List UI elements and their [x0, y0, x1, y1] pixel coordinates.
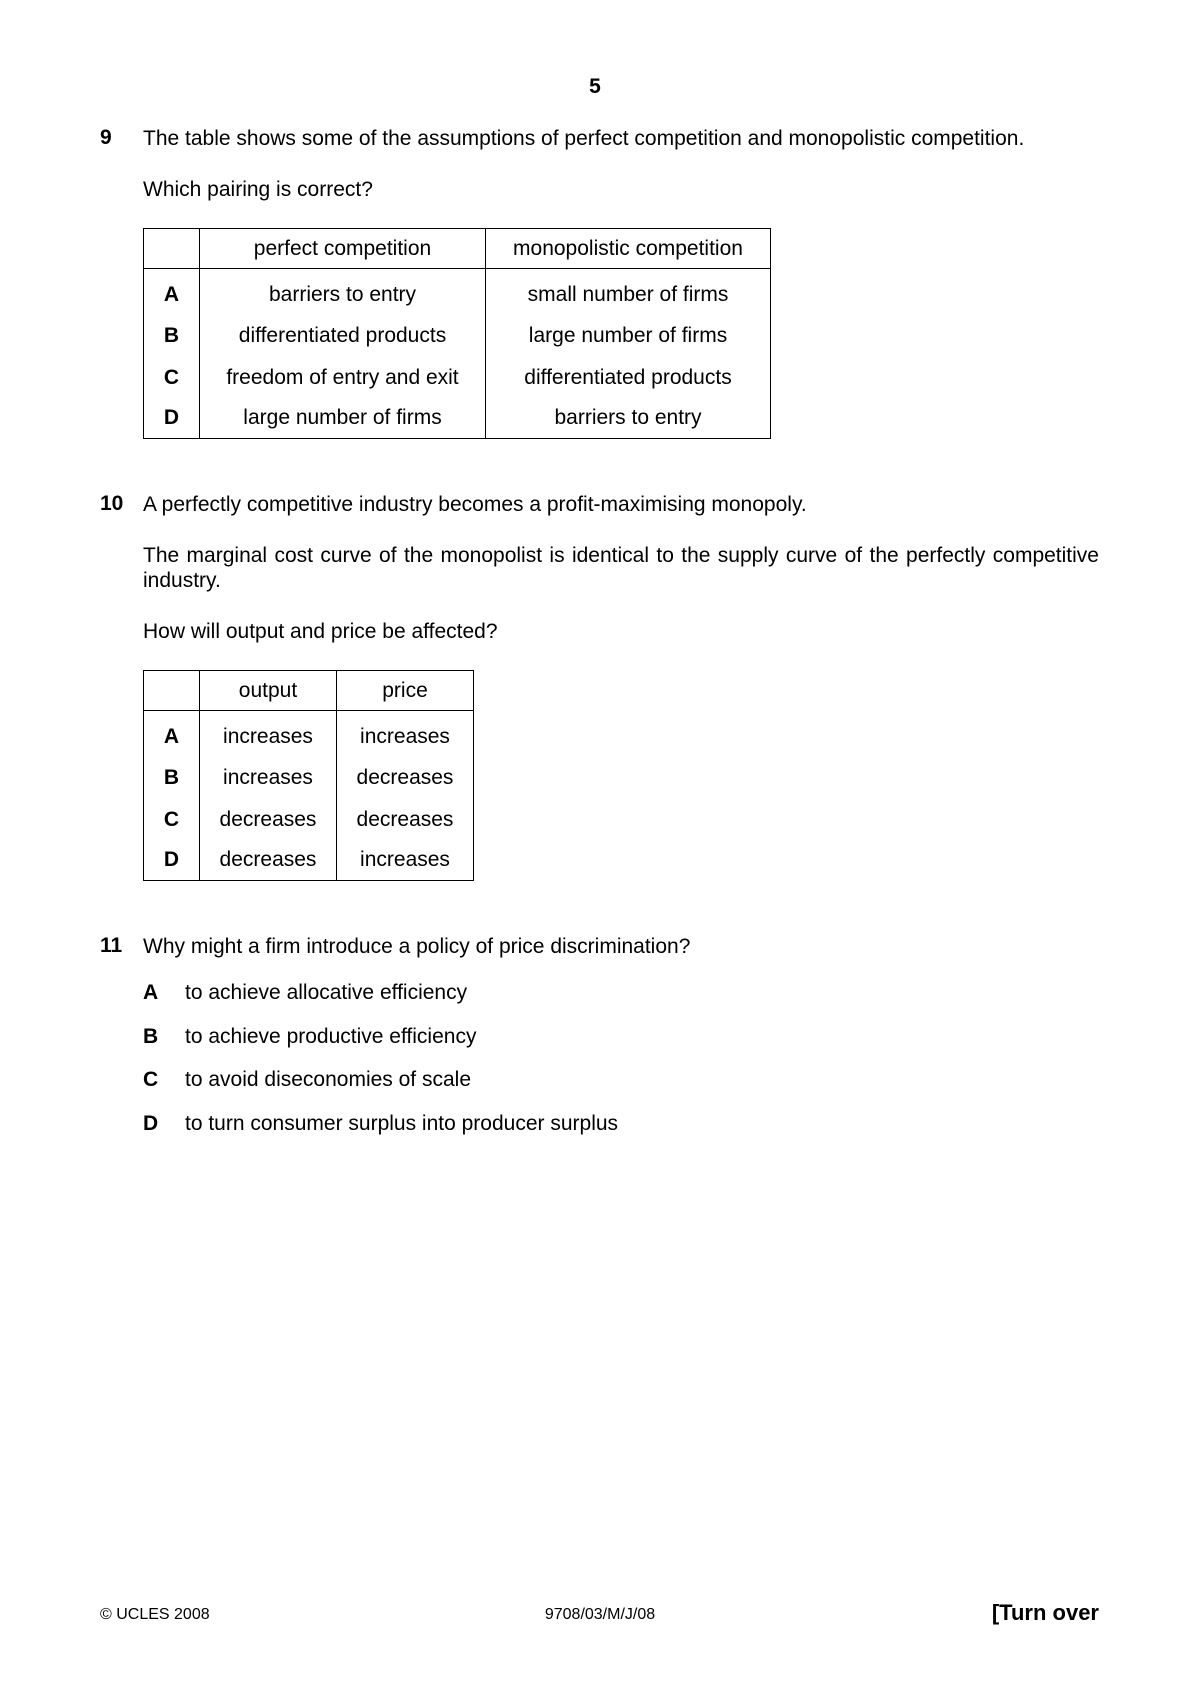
option-letter: A: [143, 981, 159, 1004]
question-10-number: 10: [100, 492, 124, 515]
option-letter: B: [144, 757, 200, 799]
question-10-table: [143, 670, 474, 881]
footer-paper-code: 9708/03/M/J/08: [544, 1606, 656, 1623]
table-cell: decreases: [337, 799, 474, 841]
question-11-stem: Why might a firm introduce a policy of price discrimination?: [143, 935, 691, 958]
table-cell: decreases: [200, 841, 337, 881]
question-9-table: [143, 228, 771, 439]
table-cell: differentiated products: [200, 315, 486, 357]
table-cell: increases: [200, 711, 337, 757]
option-letter: D: [144, 399, 200, 439]
footer-turn-over: [Turn over: [991, 1600, 1099, 1625]
table-header: perfect competition: [200, 229, 486, 269]
option-text: to avoid diseconomies of scale: [185, 1068, 471, 1091]
table-row: [144, 269, 771, 315]
table-cell: increases: [337, 841, 474, 881]
table-header-blank: [144, 671, 200, 711]
table-cell: large number of firms: [486, 315, 771, 357]
option-text: to achieve allocative efficiency: [185, 981, 468, 1004]
table-cell: barriers to entry: [200, 269, 486, 315]
table-cell: small number of firms: [486, 269, 771, 315]
table-header: price: [337, 671, 474, 711]
table-row: [144, 399, 771, 439]
table-header: monopolistic competition: [486, 229, 771, 269]
option-letter: D: [143, 1112, 159, 1135]
option-letter: C: [143, 1068, 159, 1091]
question-9-number: 9: [100, 126, 112, 149]
table-cell: freedom of entry and exit: [200, 357, 486, 399]
table-cell: barriers to entry: [486, 399, 771, 439]
option-letter: D: [144, 841, 200, 881]
table-header-blank: [144, 229, 200, 269]
option-letter: A: [144, 269, 200, 315]
question-9-stem: The table shows some of the assumptions of perfect competition and monopolistic competition.: [143, 127, 1025, 150]
option-text: to turn consumer surplus into producer surplus: [185, 1112, 619, 1135]
table-header: output: [200, 671, 337, 711]
table-cell: large number of firms: [200, 399, 486, 439]
table-row: [144, 799, 474, 841]
option-letter: B: [144, 315, 200, 357]
table-cell: decreases: [200, 799, 337, 841]
table-cell: increases: [337, 711, 474, 757]
question-11-number: 11: [100, 934, 123, 957]
option-text: to achieve productive efficiency: [185, 1025, 477, 1048]
table-row: [144, 315, 771, 357]
table-row: [144, 357, 771, 399]
question-9-prompt: Which pairing is correct?: [143, 178, 373, 201]
question-10-prompt: How will output and price be affected?: [143, 620, 498, 643]
option-letter: B: [143, 1025, 159, 1048]
table-row: [144, 711, 474, 757]
question-10-paragraph: The marginal cost curve of the monopolist is identical to the supply curve of the perfectly competitive industry.: [143, 544, 1099, 593]
option-letter: C: [144, 357, 200, 399]
option-letter: C: [144, 799, 200, 841]
option-letter: A: [144, 711, 200, 757]
table-cell: decreases: [337, 757, 474, 799]
footer-copyright: © UCLES 2008: [100, 1606, 210, 1623]
table-cell: differentiated products: [486, 357, 771, 399]
page-number: 5: [589, 75, 601, 98]
question-10-stem: A perfectly competitive industry becomes a profit-maximising monopoly.: [143, 493, 807, 516]
table-cell: increases: [200, 757, 337, 799]
table-row: [144, 757, 474, 799]
table-row: [144, 841, 474, 881]
